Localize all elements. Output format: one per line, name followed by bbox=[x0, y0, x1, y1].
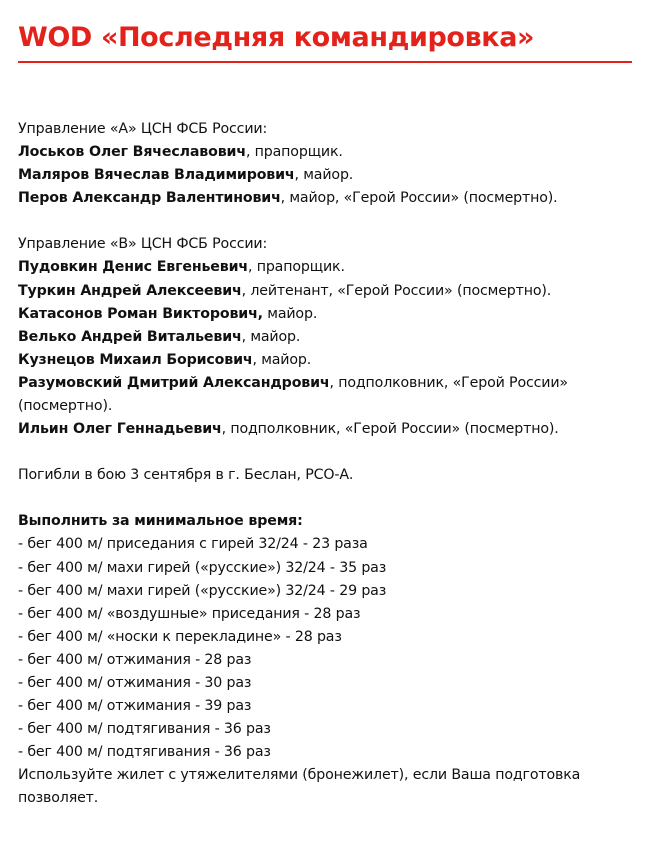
person-name: Пудовкин Денис Евгеньевич bbox=[18, 259, 248, 276]
group-v-heading: Управление «В» ЦСН ФСБ России: bbox=[18, 236, 268, 253]
person-name: Велько Андрей Витальевич bbox=[18, 328, 242, 345]
person-name: Лоськов Олег Вячеславович bbox=[18, 144, 246, 161]
person-details: , подполковник, «Герой России» bbox=[329, 374, 568, 391]
person-line bbox=[18, 187, 638, 210]
workout-item: - бег 400 м/ отжимания - 39 раз bbox=[18, 698, 252, 715]
person-line bbox=[18, 256, 638, 279]
person-name: Катасонов Роман Викторович, bbox=[18, 305, 263, 322]
person-details: , прапорщик. bbox=[245, 144, 343, 161]
person-details: , лейтенант, «Герой России» (посмертно). bbox=[241, 282, 552, 299]
title-underline bbox=[18, 61, 632, 63]
person-line bbox=[18, 164, 638, 187]
person-details: , подполковник, «Герой России» (посмертно). bbox=[221, 421, 559, 438]
person-details-continued: (посмертно). bbox=[18, 398, 113, 415]
person-details: , майор. bbox=[294, 167, 354, 184]
person-line bbox=[18, 372, 638, 395]
person-line bbox=[18, 326, 638, 349]
person-details: , прапорщик. bbox=[247, 259, 345, 276]
person-details: , майор. bbox=[241, 328, 301, 345]
workout-heading: Выполнить за минимальное время: bbox=[18, 513, 303, 530]
person-details: , майор, «Герой России» (посмертно). bbox=[280, 190, 558, 207]
person-name: Маляров Вячеслав Владимирович bbox=[18, 167, 295, 184]
workout-item: - бег 400 м/ подтягивания - 36 раз bbox=[18, 744, 271, 761]
person-name: Ильин Олег Геннадьевич bbox=[18, 421, 222, 438]
workout-note-continued: позволяет. bbox=[18, 790, 99, 807]
workout-item: - бег 400 м/ отжимания - 28 раз bbox=[18, 651, 252, 668]
person-line bbox=[18, 141, 638, 164]
workout-item: - бег 400 м/ «носки к перекладине» - 28 раз bbox=[18, 628, 342, 645]
memorial-text: Погибли в бою 3 сентября в г. Беслан, РСО-А. bbox=[18, 467, 354, 484]
workout-item: - бег 400 м/ подтягивания - 36 раз bbox=[18, 721, 271, 738]
person-details: майор. bbox=[262, 305, 318, 322]
workout-item: - бег 400 м/ приседания с гирей 32/24 - 23 раза bbox=[18, 536, 368, 553]
person-line bbox=[18, 349, 638, 372]
workout-item: - бег 400 м/ «воздушные» приседания - 28 раз bbox=[18, 605, 361, 622]
workout-item: - бег 400 м/ махи гирей («русские») 32/24 - 29 раз bbox=[18, 582, 387, 599]
person-name: Разумовский Дмитрий Александрович bbox=[18, 374, 330, 391]
person-name: Кузнецов Михаил Борисович bbox=[18, 351, 253, 368]
workout-note: Используйте жилет с утяжелителями (бронежилет), если Ваша подготовка bbox=[18, 767, 581, 784]
page-title: WOD «Последняя командировка» bbox=[18, 22, 535, 53]
person-line bbox=[18, 303, 638, 326]
workout-item: - бег 400 м/ махи гирей («русские») 32/24 - 35 раз bbox=[18, 559, 387, 576]
person-line bbox=[18, 418, 638, 441]
group-a-heading: Управление «А» ЦСН ФСБ России: bbox=[18, 121, 268, 137]
person-name: Перов Александр Валентинович bbox=[18, 190, 281, 207]
paragraph-gap bbox=[18, 441, 638, 464]
paragraph-gap bbox=[18, 210, 638, 233]
person-line bbox=[18, 280, 638, 303]
person-details: , майор. bbox=[252, 351, 312, 368]
paragraph-gap bbox=[18, 487, 638, 510]
person-name: Туркин Андрей Алексеевич bbox=[18, 282, 242, 299]
workout-item: - бег 400 м/ отжимания - 30 раз bbox=[18, 674, 252, 691]
document-body bbox=[18, 118, 638, 811]
